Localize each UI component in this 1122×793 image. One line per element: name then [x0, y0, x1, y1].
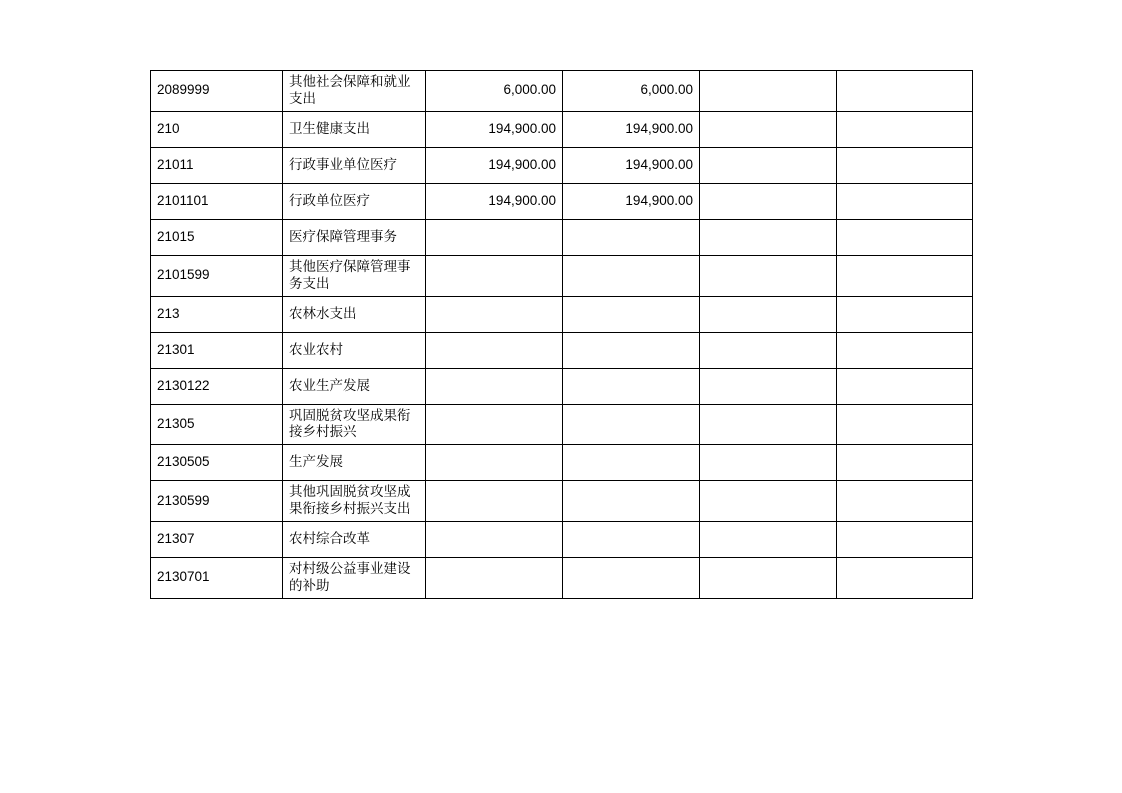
row-code: 21301 — [151, 332, 283, 368]
row-code: 213 — [151, 296, 283, 332]
row-value-3 — [700, 558, 837, 599]
row-value-4 — [837, 368, 973, 404]
row-name: 巩固脱贫攻坚成果衔接乡村振兴 — [283, 404, 426, 445]
row-value-4 — [837, 296, 973, 332]
row-name: 其他社会保障和就业支出 — [283, 71, 426, 112]
row-code: 2089999 — [151, 71, 283, 112]
table-row — [151, 71, 973, 112]
row-code: 2130505 — [151, 445, 283, 481]
row-name: 行政事业单位医疗 — [283, 147, 426, 183]
row-code: 2101101 — [151, 183, 283, 219]
row-value-2 — [563, 368, 700, 404]
row-value-1 — [426, 558, 563, 599]
row-value-1 — [426, 332, 563, 368]
row-value-4 — [837, 255, 973, 296]
table-row — [151, 368, 973, 404]
row-value-4 — [837, 71, 973, 112]
row-value-1: 194,900.00 — [426, 111, 563, 147]
row-value-4 — [837, 558, 973, 599]
row-code: 2101599 — [151, 255, 283, 296]
table-row — [151, 332, 973, 368]
budget-table — [150, 70, 973, 599]
row-value-3 — [700, 183, 837, 219]
row-value-2 — [563, 404, 700, 445]
table-row — [151, 481, 973, 522]
row-value-4 — [837, 522, 973, 558]
table-row — [151, 404, 973, 445]
row-value-3 — [700, 255, 837, 296]
row-name: 行政单位医疗 — [283, 183, 426, 219]
row-name: 农业生产发展 — [283, 368, 426, 404]
row-code: 2130599 — [151, 481, 283, 522]
row-value-2 — [563, 558, 700, 599]
row-name: 农业农村 — [283, 332, 426, 368]
table-row — [151, 296, 973, 332]
row-code: 21015 — [151, 219, 283, 255]
row-value-2 — [563, 219, 700, 255]
row-value-3 — [700, 481, 837, 522]
row-value-1 — [426, 368, 563, 404]
row-value-1 — [426, 255, 563, 296]
row-value-2 — [563, 255, 700, 296]
row-value-2 — [563, 481, 700, 522]
table-row — [151, 255, 973, 296]
row-code: 21011 — [151, 147, 283, 183]
row-value-3 — [700, 147, 837, 183]
row-code: 2130701 — [151, 558, 283, 599]
table-row — [151, 111, 973, 147]
row-name: 其他巩固脱贫攻坚成果衔接乡村振兴支出 — [283, 481, 426, 522]
row-name: 其他医疗保障管理事务支出 — [283, 255, 426, 296]
row-value-4 — [837, 404, 973, 445]
row-value-1 — [426, 219, 563, 255]
row-value-4 — [837, 147, 973, 183]
row-code: 2130122 — [151, 368, 283, 404]
row-code: 210 — [151, 111, 283, 147]
table-row — [151, 183, 973, 219]
row-value-3 — [700, 111, 837, 147]
row-name: 医疗保障管理事务 — [283, 219, 426, 255]
row-name: 卫生健康支出 — [283, 111, 426, 147]
row-code: 21307 — [151, 522, 283, 558]
row-value-2 — [563, 296, 700, 332]
row-value-1 — [426, 481, 563, 522]
row-value-3 — [700, 71, 837, 112]
table-row — [151, 445, 973, 481]
row-value-3 — [700, 522, 837, 558]
row-value-4 — [837, 111, 973, 147]
row-name: 农村综合改革 — [283, 522, 426, 558]
budget-table-body — [151, 71, 973, 599]
row-value-2: 6,000.00 — [563, 71, 700, 112]
row-value-4 — [837, 481, 973, 522]
row-value-3 — [700, 368, 837, 404]
row-value-3 — [700, 445, 837, 481]
table-row — [151, 219, 973, 255]
row-value-2: 194,900.00 — [563, 183, 700, 219]
row-value-1: 194,900.00 — [426, 183, 563, 219]
row-value-3 — [700, 219, 837, 255]
row-value-2: 194,900.00 — [563, 111, 700, 147]
row-value-1: 194,900.00 — [426, 147, 563, 183]
row-value-4 — [837, 183, 973, 219]
row-name: 对村级公益事业建设的补助 — [283, 558, 426, 599]
table-row — [151, 147, 973, 183]
row-value-2 — [563, 445, 700, 481]
row-value-1: 6,000.00 — [426, 71, 563, 112]
row-value-2 — [563, 522, 700, 558]
row-value-2 — [563, 332, 700, 368]
row-value-4 — [837, 219, 973, 255]
row-name: 生产发展 — [283, 445, 426, 481]
row-value-1 — [426, 404, 563, 445]
row-value-1 — [426, 445, 563, 481]
table-row — [151, 558, 973, 599]
row-value-2: 194,900.00 — [563, 147, 700, 183]
row-value-1 — [426, 522, 563, 558]
row-value-4 — [837, 445, 973, 481]
row-code: 21305 — [151, 404, 283, 445]
row-value-3 — [700, 404, 837, 445]
row-value-3 — [700, 332, 837, 368]
table-row — [151, 522, 973, 558]
row-name: 农林水支出 — [283, 296, 426, 332]
row-value-4 — [837, 332, 973, 368]
row-value-1 — [426, 296, 563, 332]
row-value-3 — [700, 296, 837, 332]
